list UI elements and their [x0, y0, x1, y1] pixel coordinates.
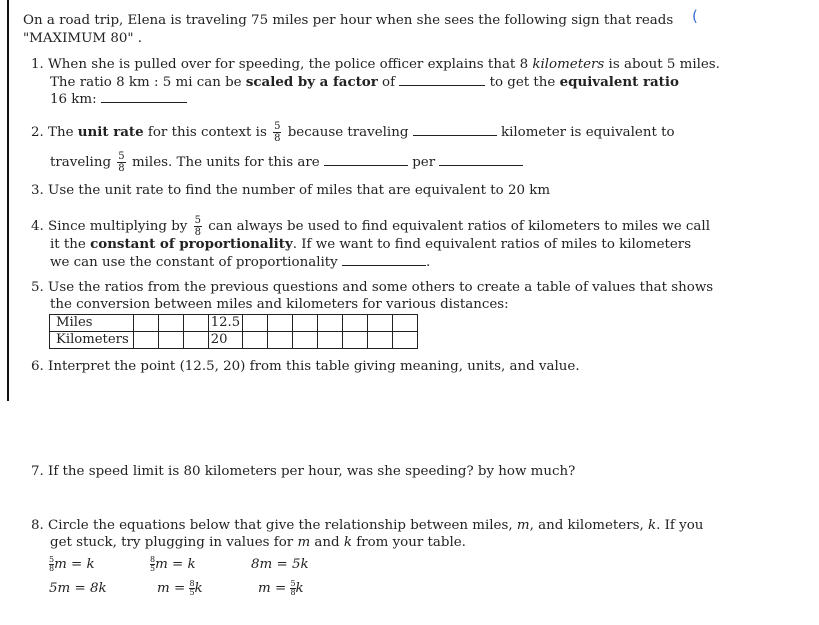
q4-line-2: it the constant of proportionality. If we want to find equivalent ratios of miles to kilometers: [50, 236, 692, 252]
table-cell[interactable]: [318, 332, 343, 349]
table-cell[interactable]: [393, 332, 418, 349]
table-cell[interactable]: [368, 315, 393, 332]
kilometers-header: Kilometers: [50, 332, 134, 349]
constant-blank[interactable]: [342, 253, 426, 266]
equation-m-eq-5-8k[interactable]: m = $\frac{5}{8}$ k: [258, 579, 304, 597]
intro-line-1: On a road trip, Elena is traveling 75 miles per hour when she sees the following sign that reads: [23, 13, 674, 28]
q6-number: 6.: [31, 359, 44, 374]
equation-5m-eq-8k[interactable]: 5m = 8k: [49, 581, 107, 596]
q8-number: 8.: [31, 518, 44, 533]
q1-line-3: 16 km:: [50, 90, 187, 108]
table-cell[interactable]: [183, 332, 208, 349]
q2-number: 2.: [31, 125, 44, 140]
equation-m-eq-8-5k[interactable]: m = $\frac{8}{5}$ k: [157, 579, 203, 597]
miles-fraction: $\frac{5}{8}$: [118, 151, 125, 174]
q1-number: 1.: [31, 57, 44, 72]
table-cell[interactable]: [368, 332, 393, 349]
equation-8-5m-eq-k[interactable]: $\frac{8}{5}$ m = k: [150, 555, 196, 573]
q7-line: 7. If the speed limit is 80 kilometers per hour, was she speeding? by how much?: [31, 464, 576, 479]
table-cell[interactable]: [293, 315, 318, 332]
q1-line-2: The ratio 8 km : 5 mi can be scaled by a factor of to get the equivalent ratio: [50, 74, 679, 90]
q5-line-1: 5. Use the ratios from the previous questions and some others to create a table of values that shows: [31, 280, 714, 295]
q5-line-2: the conversion between miles and kilometers for various distances:: [50, 297, 509, 312]
intro-line-2: "MAXIMUM 80" .: [23, 31, 143, 46]
conversion-table: [49, 314, 418, 349]
edge-cursor-mark: (: [692, 7, 698, 25]
unit-denominator-blank[interactable]: [439, 153, 523, 166]
table-cell[interactable]: [158, 332, 183, 349]
equivalent-ratio-blank[interactable]: [101, 90, 187, 103]
unit-rate-fraction: $\frac{5}{8}$: [274, 121, 281, 144]
q5-number: 5.: [31, 280, 44, 295]
q7-number: 7.: [31, 464, 44, 479]
unit-numerator-blank[interactable]: [324, 153, 408, 166]
table-cell[interactable]: [243, 332, 268, 349]
table-cell[interactable]: [133, 332, 158, 349]
table-cell[interactable]: [343, 315, 368, 332]
table-row: [50, 315, 418, 332]
q6-line: 6. Interpret the point (12.5, 20) from this table giving meaning, units, and value.: [31, 359, 580, 374]
equation-5-8m-eq-k[interactable]: $\frac{5}{8}$ m = k: [49, 555, 95, 573]
q4-line-3: we can use the constant of proportionality .: [50, 255, 431, 270]
table-cell[interactable]: [268, 332, 293, 349]
table-cell[interactable]: [243, 315, 268, 332]
q4-number: 4.: [31, 219, 44, 234]
q2-line-2: traveling $\frac{5}{8}$ miles. The units for this are per: [50, 151, 523, 174]
equation-8m-eq-5k[interactable]: 8m = 5k: [251, 557, 309, 572]
left-margin-rule: [7, 0, 9, 401]
km-blank[interactable]: [413, 123, 497, 136]
q8-line-2: get stuck, try plugging in values for m and k from your table.: [50, 535, 466, 550]
miles-header: Miles: [50, 315, 134, 332]
table-cell[interactable]: [343, 332, 368, 349]
table-cell[interactable]: [183, 315, 208, 332]
table-cell[interactable]: [133, 315, 158, 332]
table-cell[interactable]: [393, 315, 418, 332]
table-cell[interactable]: [293, 332, 318, 349]
q8-line-1: 8. Circle the equations below that give the relationship between miles, m, and kilometers, k. If you: [31, 518, 704, 533]
q4-line-1: 4. Since multiplying by $\frac{5}{8}$ can always be used to find equivalent ratios of kilometers to miles we call: [31, 215, 710, 238]
scale-factor-blank[interactable]: [399, 73, 485, 86]
constant-fraction: $\frac{5}{8}$: [194, 215, 202, 238]
table-row: [50, 332, 418, 349]
q1-line-1: 1. When she is pulled over for speeding, the police officer explains that 8 kilometers is about 5 miles.: [31, 57, 720, 72]
km-value-cell: 20: [208, 332, 242, 349]
table-cell[interactable]: [268, 315, 293, 332]
q3-line: 3. Use the unit rate to find the number of miles that are equivalent to 20 km: [31, 183, 551, 198]
table-cell[interactable]: [318, 315, 343, 332]
miles-value-cell: 12.5: [208, 315, 242, 332]
q2-line-1: 2. The unit rate for this context is $\frac{5}{8}$ because traveling kilometer is equivalent to: [31, 121, 675, 144]
table-cell[interactable]: [158, 315, 183, 332]
q3-number: 3.: [31, 183, 44, 198]
